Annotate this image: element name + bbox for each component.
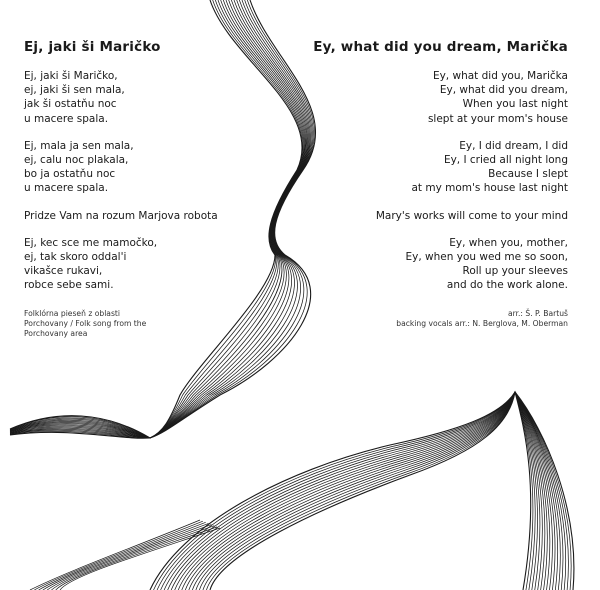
- right-stanza-3: [268, 209, 568, 223]
- lyric-line: Ey, I cried all night long: [443, 154, 568, 167]
- ribbon-line: [196, 392, 563, 590]
- lyric-line: ej, tak skoro oddal'i: [24, 251, 127, 264]
- lyric-line: Ej, mala ja sen mala,: [24, 139, 134, 152]
- lyric-line: and do the work alone.: [446, 279, 568, 292]
- lyric-line: ej, jaki ši sen mala,: [24, 84, 125, 97]
- left-source-note: [24, 309, 164, 339]
- lyric-line: u macere spala.: [24, 112, 109, 125]
- lyric-line: Mary's works will come to your mind: [375, 209, 568, 222]
- note-line: Porchovany / Folk song from the: [24, 319, 147, 328]
- lyric-line: bo ja ostatňu noc: [24, 168, 116, 181]
- note-line: arr.: Š. P. Bartuš: [507, 309, 568, 318]
- lyric-line: jak ši ostatňu noc: [24, 98, 117, 111]
- lyric-line: Ey, what did you dream,: [439, 84, 568, 97]
- lyric-line: slept at your mom's house: [427, 112, 568, 125]
- ribbon-line: [192, 392, 560, 590]
- left-song-title: Ej, jaki ši Maričko: [24, 39, 161, 55]
- lyric-line: Because I slept: [488, 168, 568, 181]
- lyric-line: Roll up your sleeves: [462, 265, 568, 278]
- right-stanza-2: [268, 139, 568, 196]
- left-lyrics-column: [24, 38, 284, 306]
- left-stanza-1: [24, 69, 284, 126]
- left-stanza-4: [24, 236, 284, 293]
- lyric-line: robce sebe sami.: [24, 279, 114, 292]
- ribbon-line: [189, 392, 558, 590]
- ribbon-line: [210, 392, 574, 590]
- lyric-line: Ey, what did you, Marička: [432, 70, 568, 82]
- left-stanza-2: [24, 139, 284, 196]
- note-line: Folklórna pieseň z oblasti: [24, 309, 121, 318]
- note-line: Porchovany area: [24, 329, 88, 338]
- ribbon-line: [164, 392, 540, 590]
- right-song-title: Ey, what did you dream, Marička: [313, 39, 568, 55]
- left-stanza-3: [24, 209, 284, 223]
- lyric-line: Ey, when you, mother,: [449, 236, 568, 249]
- right-stanza-1: [268, 69, 568, 126]
- lyric-line: at my mom's house last night: [411, 182, 568, 195]
- lyric-line: Ey, when you wed me so soon,: [405, 251, 568, 264]
- lyric-line: vikašce rukavi,: [24, 265, 103, 278]
- note-line: backing vocals arr.: N. Berglova, M. Oberman: [396, 319, 568, 328]
- right-credits-note: [308, 309, 568, 329]
- lyric-line: When you last night: [462, 98, 568, 111]
- ribbon-line: [203, 392, 568, 590]
- right-stanza-4: [268, 236, 568, 293]
- ribbon-line: [150, 392, 531, 590]
- lyric-line: Ey, I did dream, I did: [459, 139, 568, 152]
- right-lyrics-column: [268, 38, 568, 306]
- lyric-line: u macere spala.: [24, 182, 109, 195]
- lyric-line: Pridze Vam na rozum Marjova robota: [24, 209, 218, 222]
- ribbon-line: [206, 392, 571, 590]
- lyric-line: Ej, jaki ši Maričko,: [24, 70, 118, 82]
- ribbon-line: [199, 392, 565, 590]
- lyric-line: Ej, kec sce me mamočko,: [24, 236, 158, 249]
- lyric-line: ej, calu noc plakala,: [24, 154, 129, 167]
